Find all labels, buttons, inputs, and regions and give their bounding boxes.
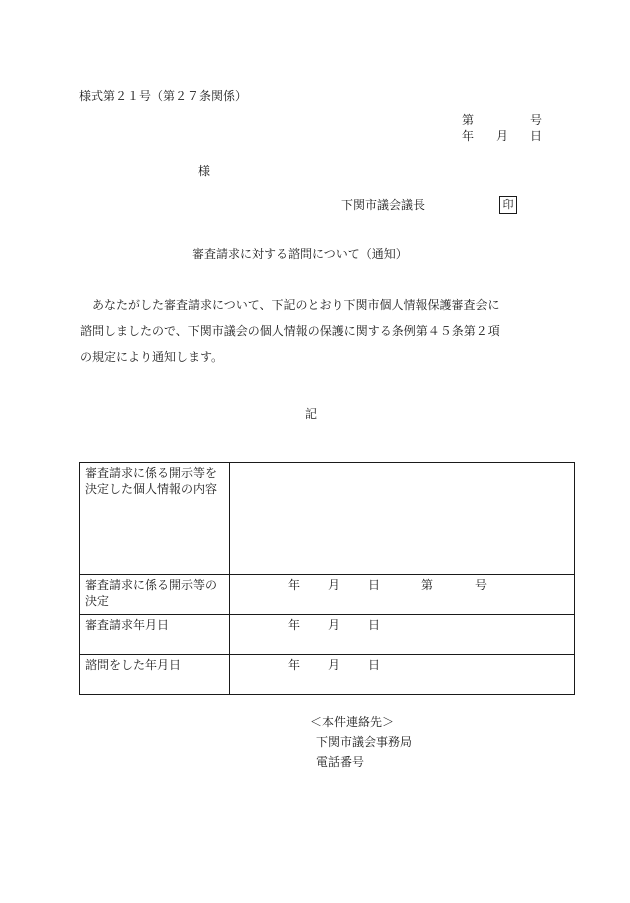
request-year: 年 (288, 618, 301, 632)
request-month: 月 (328, 618, 341, 632)
row-value-content (230, 463, 575, 575)
body-line-1: あなたがした審査請求について、下記のとおり下関市個人情報保護審査会に (80, 298, 500, 312)
table-row (80, 463, 575, 575)
decision-no-prefix: 第 (421, 578, 434, 592)
decision-no-suffix: 号 (475, 578, 488, 592)
inquiry-month: 月 (328, 658, 341, 672)
inquiry-year: 年 (288, 658, 301, 672)
info-table (79, 462, 575, 695)
table-row (80, 615, 575, 655)
row-value-decision (230, 575, 575, 615)
seal-mark: 印 (499, 196, 517, 214)
contact-phone-label: 電話番号 (316, 755, 365, 769)
row-value-inquiry-date (230, 655, 575, 695)
row-label-inquiry-date: 諮問をした年月日 (80, 655, 230, 695)
document-title: 審査請求に対する諮問について（通知） (192, 247, 408, 261)
decision-month: 月 (328, 578, 341, 592)
decision-year: 年 (288, 578, 301, 592)
ki-heading: 記 (305, 407, 318, 421)
row-label-decision: 審査請求に係る開示等の決定 (80, 575, 230, 615)
date-year: 年 (462, 129, 475, 143)
doc-number-prefix: 第 (462, 113, 475, 127)
sender-title: 下関市議会議長 (341, 198, 426, 212)
request-day: 日 (368, 618, 381, 632)
form-number: 様式第２１号（第２７条関係） (79, 89, 248, 103)
inquiry-day: 日 (368, 658, 381, 672)
body-paragraph (80, 292, 560, 370)
row-label-content: 審査請求に係る開示等を決定した個人情報の内容 (80, 463, 230, 575)
body-line-3: の規定により通知します。 (80, 350, 224, 364)
body-line-2: 諮問しましたので、下関市議会の個人情報の保護に関する条例第４５条第２項 (80, 324, 500, 338)
addressee-suffix: 様 (198, 164, 211, 178)
contact-office: 下関市議会事務局 (316, 735, 413, 749)
row-label-request-date: 審査請求年月日 (80, 615, 230, 655)
date-day: 日 (530, 129, 543, 143)
table-row (80, 575, 575, 615)
table-row (80, 655, 575, 695)
row-value-request-date (230, 615, 575, 655)
decision-day: 日 (368, 578, 381, 592)
doc-number-suffix: 号 (530, 113, 543, 127)
date-month: 月 (496, 129, 509, 143)
contact-heading: ＜本件連絡先＞ (310, 715, 395, 729)
